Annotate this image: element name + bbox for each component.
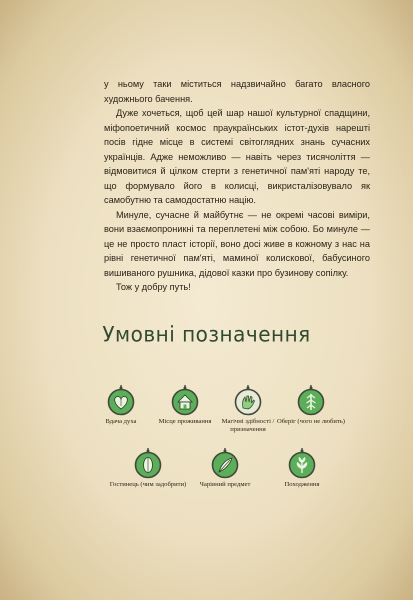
paragraph-4: Тож у добру путь! [116, 282, 191, 292]
legend-title: Умовні позначення [102, 321, 311, 347]
paragraph-3: Минуле, сучасне й майбутнє — не окремі часові виміри, вони взаємопроникні та переплетені між собою. Бо минуле — це не просто пласт історії, воно досі живе в кожному з нас на рівні генетичної пам'яті, маминої колискової, бабусиного вишиваного рушника, дідової казки про бузинову сопілку. [104, 209, 370, 278]
legend-label: Походження [284, 481, 320, 488]
amulet-icon [294, 384, 328, 416]
magic-object-icon [208, 447, 242, 479]
paragraph-1: у ньому таки міститься надзвичайно багато власного художнього бачення. [104, 79, 370, 104]
legend-label: Місце проживання [158, 418, 212, 425]
paragraph-2: Дуже хочеться, щоб цей шар нашої культурної спадщини, міфопоетичний космос праукраїнських істот-духів нарешті посів гідне місце в системі світоглядних знань сучасних українців. Адже неможливо — навіть через тисячоліття — відмовитися й цілком стерти з генетичної пам'яті народу те, що формувало його в колисці, викристалізовувало як самобутню та самодостатню націю. [104, 108, 370, 205]
heart-leaf-icon [104, 384, 138, 416]
legend-label: Магічні здібності / призначення [221, 418, 275, 433]
legend-label: Вдача духа [105, 418, 137, 425]
legend-label: Гостинець (чим задобрити) [109, 481, 187, 488]
body-text [104, 77, 370, 295]
legend-item-amulet [271, 384, 351, 426]
legend-item-magic-object [185, 447, 265, 489]
legend-label: Чарівний предмет [199, 481, 251, 488]
magic-hand-icon [231, 384, 265, 416]
tree-origin-icon [285, 447, 319, 479]
legend-item-origin [262, 447, 342, 489]
gift-leaf-icon [131, 447, 165, 479]
legend-item-gift [108, 447, 188, 489]
house-icon [168, 384, 202, 416]
legend-label: Оберіг (чого не любить) [276, 418, 346, 425]
